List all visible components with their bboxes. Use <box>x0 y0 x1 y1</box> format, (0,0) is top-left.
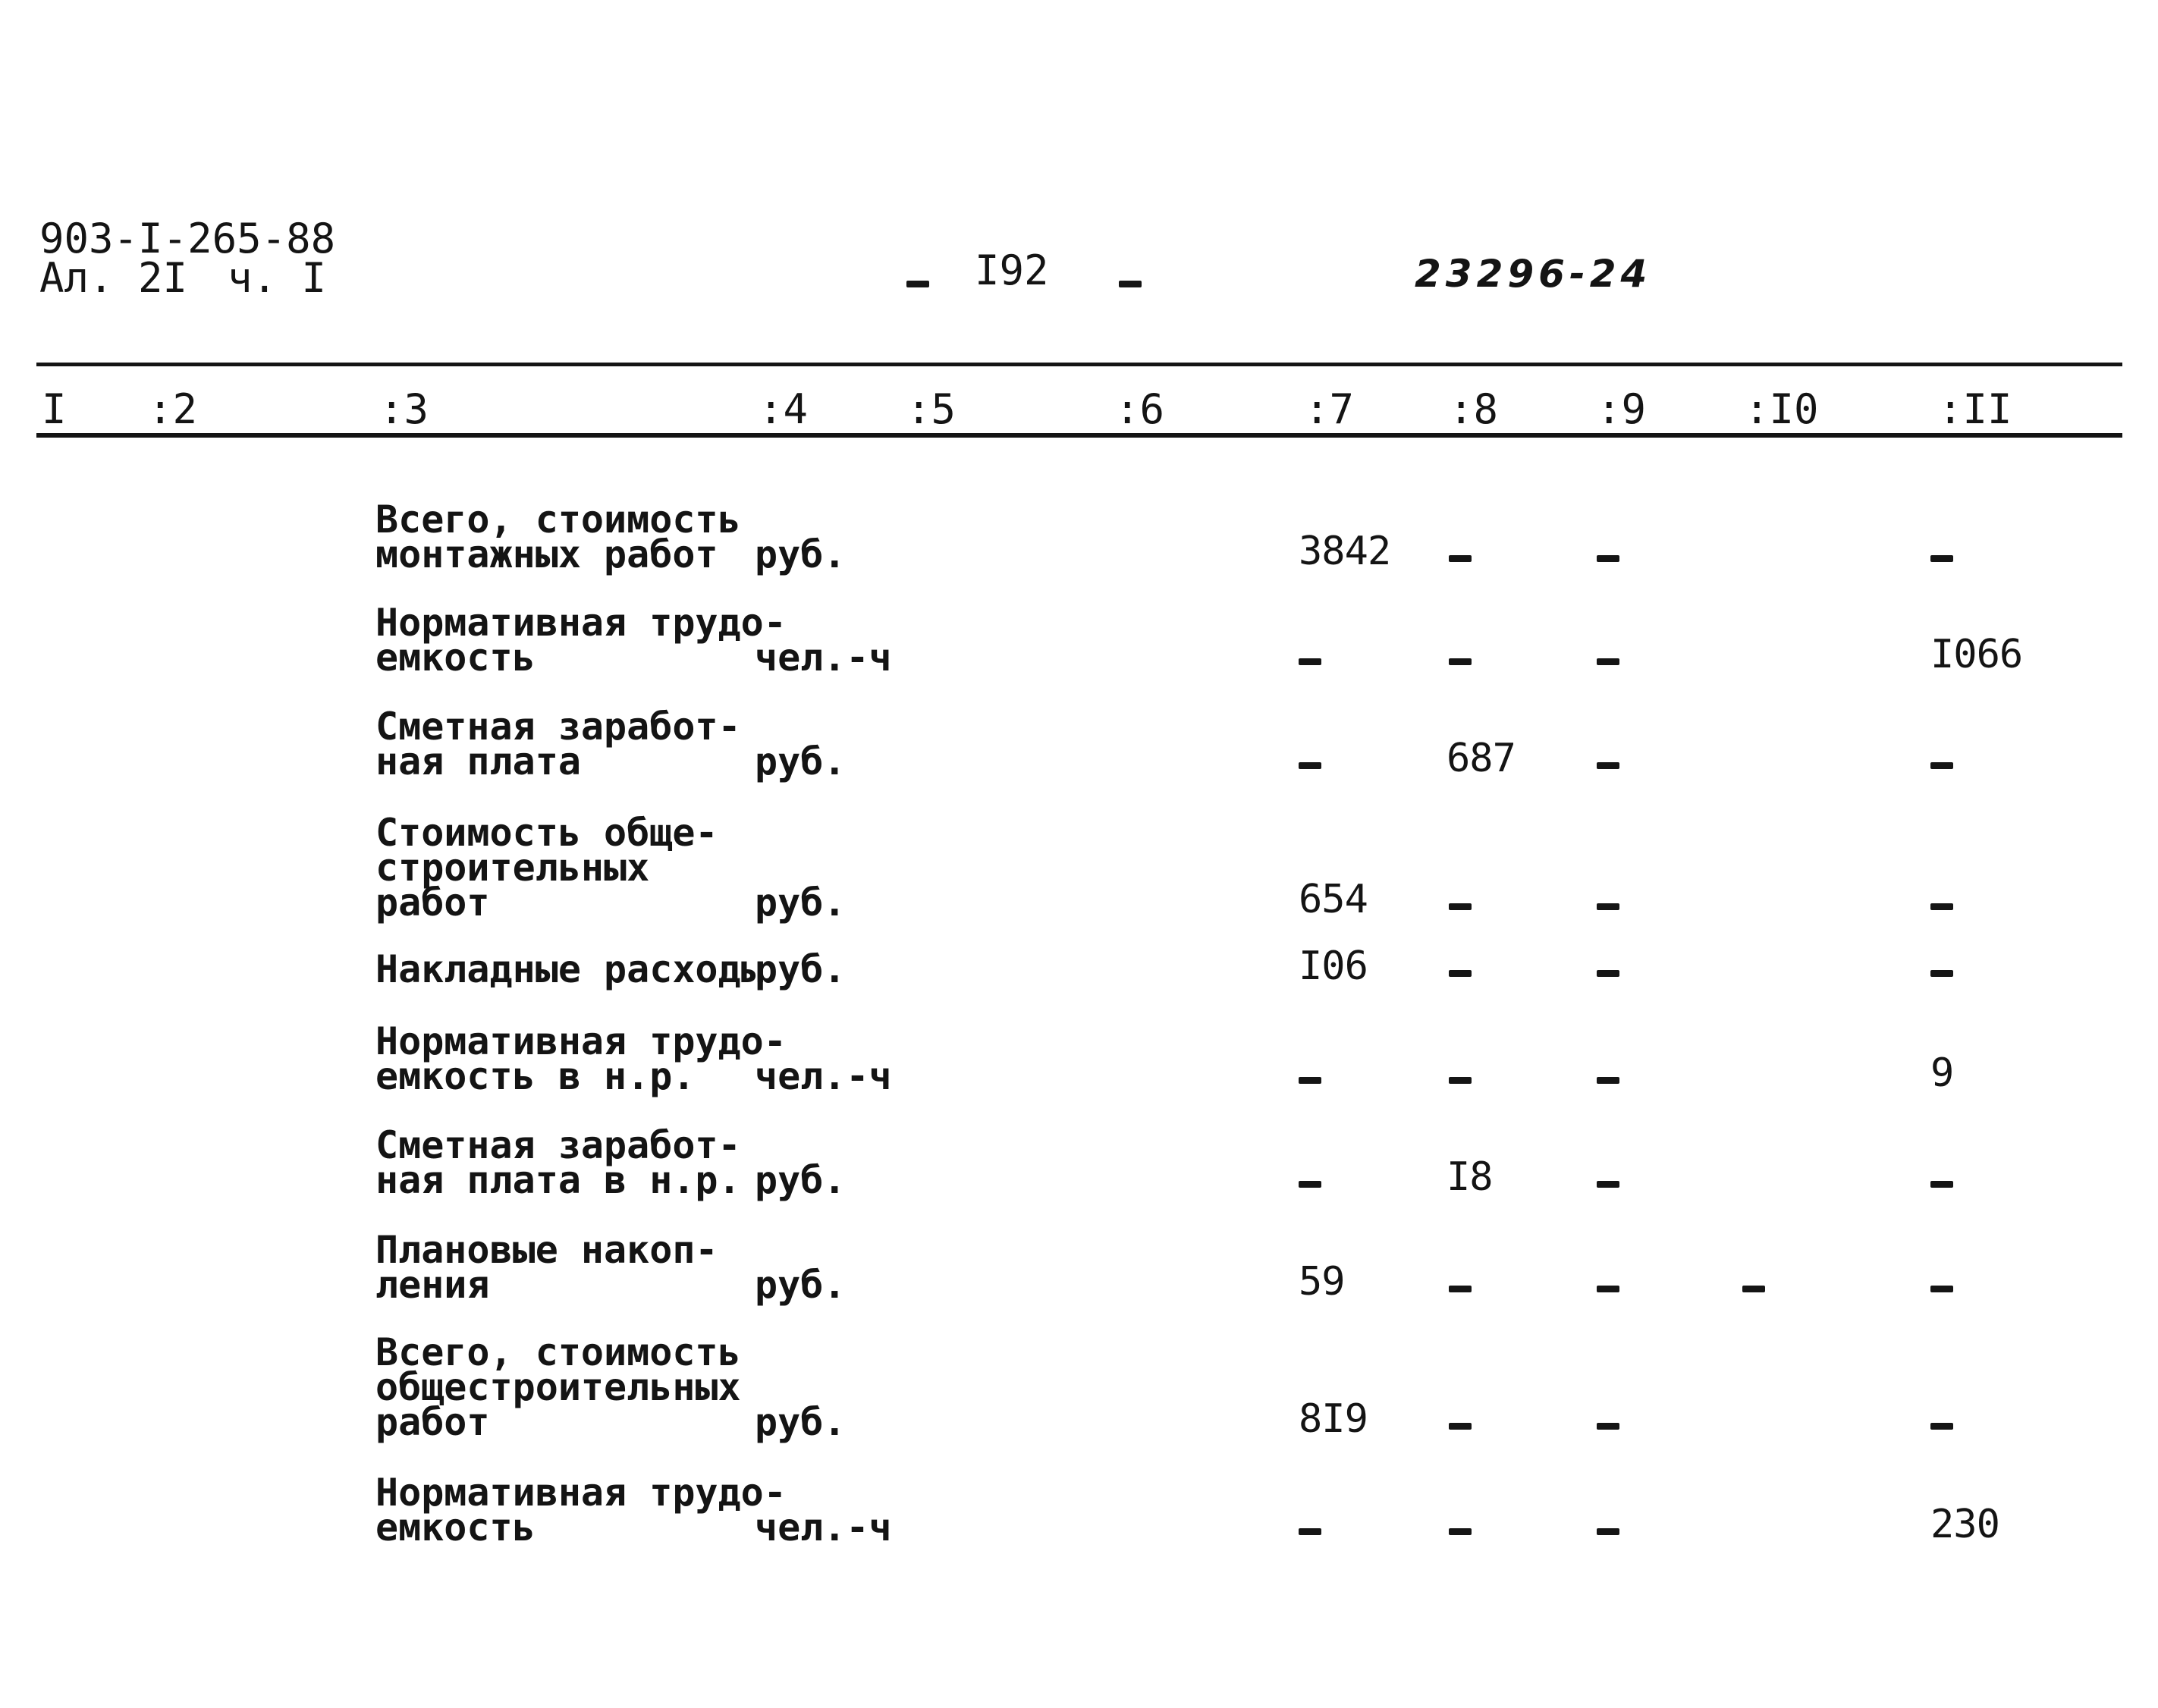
column-header-5: :5 <box>906 385 956 433</box>
cell-value-c11: I066 <box>1930 632 2023 677</box>
sheet-label: Ал. 2I <box>39 254 188 302</box>
cell-value-c7: 59 <box>1299 1259 1345 1305</box>
cell-value-c7: 3842 <box>1299 529 1391 574</box>
column-header-11: :II <box>1938 385 2012 433</box>
cell-dash-c9 <box>1597 970 1619 977</box>
row-name-line: Стоимость обще- <box>375 811 718 855</box>
cell-dash-c9 <box>1597 1181 1619 1188</box>
cell-value-c7: 8I9 <box>1299 1396 1368 1442</box>
page-dash-right <box>1119 281 1142 287</box>
row-name-line: Всего, стоимость <box>375 498 741 542</box>
cell-dash-c9 <box>1597 1528 1619 1535</box>
cell-dash-c11 <box>1930 762 1953 769</box>
row-name-line: Сметная заработ- <box>375 1123 741 1167</box>
cell-dash-c9 <box>1597 1286 1619 1292</box>
cell-dash-c8 <box>1449 970 1472 977</box>
cell-dash-c10 <box>1742 1286 1765 1292</box>
row-name-line: ная плата в н.р. <box>375 1158 741 1202</box>
cell-value-c11: 9 <box>1930 1050 1954 1096</box>
row-name-line: Накладные расходы <box>375 947 764 991</box>
column-header-9: :9 <box>1597 385 1647 433</box>
cell-dash-c7 <box>1299 1181 1321 1188</box>
row-name-line: работ <box>375 1400 490 1444</box>
row-name-line: Всего, стоимость <box>375 1330 741 1374</box>
cell-value-c8: I8 <box>1447 1154 1493 1200</box>
cell-dash-c11 <box>1930 903 1953 910</box>
cell-dash-c8 <box>1449 1286 1472 1292</box>
cell-dash-c9 <box>1597 1423 1619 1430</box>
cell-dash-c8 <box>1449 658 1472 665</box>
cell-dash-c9 <box>1597 762 1619 769</box>
row-unit: руб. <box>755 1400 847 1444</box>
header-top-rule <box>36 363 2122 366</box>
column-header-4: :4 <box>759 385 809 433</box>
row-unit: руб. <box>755 947 847 991</box>
cell-dash-c8 <box>1449 1077 1472 1084</box>
document-code: 903-I-265-88 <box>39 215 336 262</box>
cell-dash-c11 <box>1930 1286 1953 1292</box>
column-header-7: :7 <box>1305 385 1355 433</box>
cell-dash-c8 <box>1449 903 1472 910</box>
cell-dash-c11 <box>1930 555 1953 562</box>
cell-dash-c8 <box>1449 555 1472 562</box>
cell-dash-c7 <box>1299 1528 1321 1535</box>
row-unit: чел.-ч <box>755 1505 892 1549</box>
cell-value-c7: I06 <box>1299 943 1368 989</box>
row-unit: чел.-ч <box>755 636 892 680</box>
row-name-line: Нормативная трудо- <box>375 1471 787 1515</box>
cell-dash-c9 <box>1597 903 1619 910</box>
row-name-line: Плановые накоп- <box>375 1228 718 1272</box>
row-unit: руб. <box>755 881 847 925</box>
row-name-line: ная плата <box>375 739 581 783</box>
row-name-line: емкость в н.р. <box>375 1054 696 1098</box>
cell-value-c11: 230 <box>1930 1502 1999 1547</box>
page-number: I92 <box>975 246 1049 294</box>
column-header-6: :6 <box>1115 385 1165 433</box>
cell-value-c7: 654 <box>1299 877 1368 922</box>
column-header-8: :8 <box>1449 385 1499 433</box>
cell-dash-c9 <box>1597 1077 1619 1084</box>
row-unit: руб. <box>755 1263 847 1307</box>
row-name-line: монтажных работ <box>375 532 718 576</box>
cell-dash-c7 <box>1299 762 1321 769</box>
header-bottom-rule <box>36 433 2122 438</box>
part-label: ч. I <box>228 254 327 302</box>
register-number: 23296-24 <box>1415 252 1652 296</box>
cell-value-c8: 687 <box>1447 736 1516 781</box>
page-dash-left <box>906 281 929 287</box>
cell-dash-c9 <box>1597 555 1619 562</box>
column-header-2: :2 <box>148 385 198 433</box>
cell-dash-c9 <box>1597 658 1619 665</box>
cell-dash-c8 <box>1449 1528 1472 1535</box>
row-unit: руб. <box>755 739 847 783</box>
cell-dash-c11 <box>1930 1181 1953 1188</box>
row-unit: руб. <box>755 532 847 576</box>
column-header-10: :I0 <box>1745 385 1819 433</box>
column-header-1: I <box>42 385 67 433</box>
cell-dash-c7 <box>1299 1077 1321 1084</box>
cell-dash-c8 <box>1449 1423 1472 1430</box>
cell-dash-c7 <box>1299 658 1321 665</box>
row-unit: руб. <box>755 1158 847 1202</box>
row-name-line: ления <box>375 1263 490 1307</box>
cell-dash-c11 <box>1930 970 1953 977</box>
column-header-3: :3 <box>379 385 429 433</box>
row-name-line: емкость <box>375 1505 536 1549</box>
row-name-line: работ <box>375 881 490 925</box>
row-name-line: Нормативная трудо- <box>375 601 787 645</box>
cell-dash-c11 <box>1930 1423 1953 1430</box>
row-name-line: общестроительных <box>375 1365 741 1409</box>
row-name-line: Сметная заработ- <box>375 705 741 749</box>
row-name-line: строительных <box>375 846 650 890</box>
row-unit: чел.-ч <box>755 1054 892 1098</box>
row-name-line: Нормативная трудо- <box>375 1019 787 1063</box>
row-name-line: емкость <box>375 636 536 680</box>
